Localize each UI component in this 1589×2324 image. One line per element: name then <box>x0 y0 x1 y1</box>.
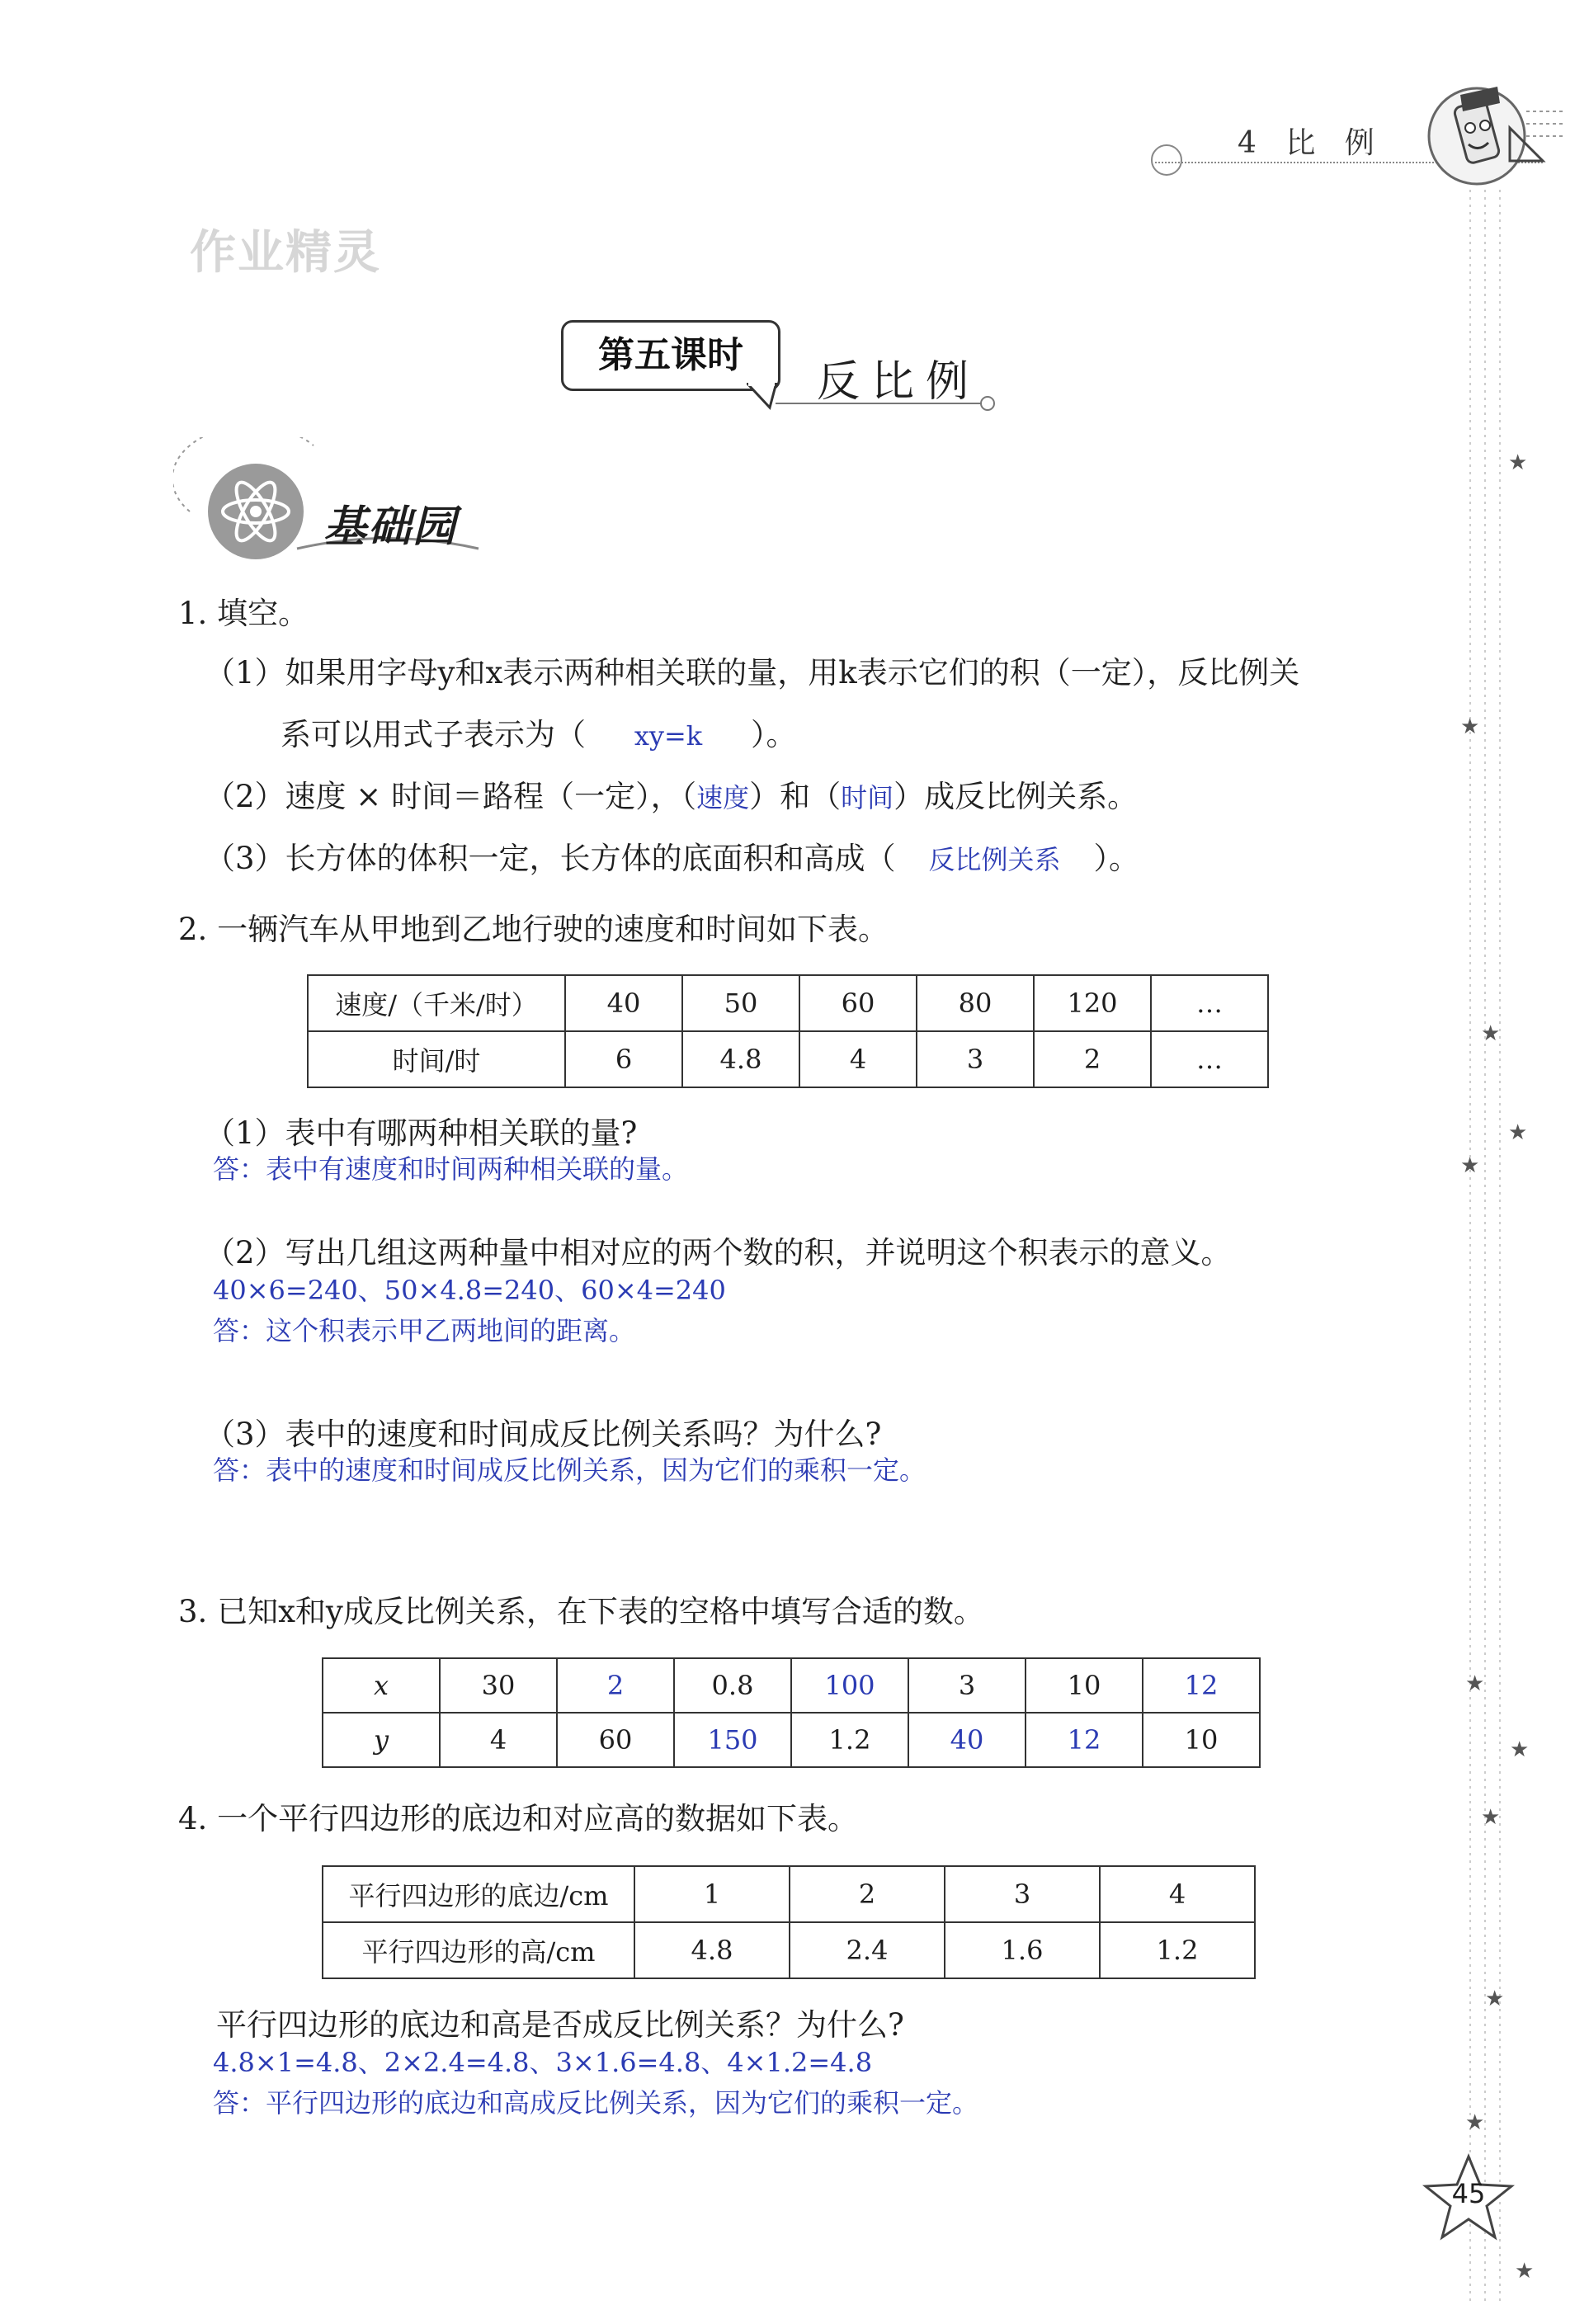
q1-part2-suffix: ）成反比例关系。 <box>894 779 1139 814</box>
section-label: 基础园 <box>323 502 458 552</box>
table-cell: 12 <box>1026 1713 1143 1767</box>
table-cell: 2.4 <box>790 1922 945 1978</box>
header-swirl-icon <box>1151 144 1182 176</box>
q4-answer-calc: 4.8×1=4.8、2×2.4=4.8、3×1.6=4.8、4×1.2=4.8 <box>213 2047 873 2078</box>
table-cell: 1.6 <box>945 1922 1100 1978</box>
q4-question: 平行四边形的底边和高是否成反比例关系？为什么? <box>216 2007 904 2043</box>
watermark: 作业精灵 <box>190 226 381 280</box>
margin-decoration <box>1452 190 1551 2302</box>
table-cell: 10 <box>1026 1658 1143 1713</box>
table-cell: 6 <box>565 1031 682 1087</box>
xy-table <box>322 1657 1261 1768</box>
table-cell: 2 <box>1034 1031 1151 1087</box>
table-cell: 3 <box>917 1031 1034 1087</box>
table-header-cell: 平行四边形的高/cm <box>323 1922 634 1978</box>
table-cell: 80 <box>917 975 1034 1031</box>
star-icon: ★ <box>1485 1987 1505 2011</box>
table-cell: 12 <box>1143 1658 1260 1713</box>
table-header-cell: 时间/时 <box>308 1031 565 1087</box>
table-cell: 2 <box>790 1866 945 1922</box>
q2-sub2-question: （2）写出几组这两种量中相对应的两个数的积，并说明这个积表示的意义。 <box>205 1235 1232 1270</box>
table-cell: 40 <box>565 975 682 1031</box>
table-row <box>323 1658 1260 1713</box>
table-cell: 1.2 <box>1100 1922 1255 1978</box>
table-cell: 150 <box>674 1713 791 1767</box>
table-cell: 50 <box>682 975 799 1031</box>
q2-sub3-question: （3）表中的速度和时间成反比例关系吗？为什么? <box>205 1417 882 1452</box>
title-end-dot <box>980 396 995 411</box>
q1-part1-line1: （1）如果用字母y和x表示两种相关联的量，用k表示它们的积（一定），反比例关 <box>205 655 1300 691</box>
q3-title: 3. 已知x和y成反比例关系，在下表的空格中填写合适的数。 <box>178 1594 984 1629</box>
table-row <box>308 1031 1268 1087</box>
q2-sub2-answer: 答：这个积表示甲乙两地间的距离。 <box>213 1315 636 1346</box>
table-cell: 4.8 <box>682 1031 799 1087</box>
table-cell: 1.2 <box>791 1713 908 1767</box>
q1-part3-answer: 反比例关系 <box>928 844 1061 875</box>
q1-title: 1. 填空。 <box>178 596 309 631</box>
q4-title: 4. 一个平行四边形的底边和对应高的数据如下表。 <box>178 1801 859 1836</box>
q4-answer: 答：平行四边形的底边和高成反比例关系，因为它们的乘积一定。 <box>213 2087 979 2119</box>
q1-part1-prefix: 系可以用式子表示为（ <box>281 717 586 752</box>
star-icon: ★ <box>1508 1120 1528 1145</box>
lesson-badge-text: 第五课时 <box>598 334 743 376</box>
table-cell: 2 <box>557 1658 674 1713</box>
star-icon: ★ <box>1481 1021 1501 1046</box>
table-cell: 3 <box>908 1658 1026 1713</box>
q1-part3-suffix: ）。 <box>1093 841 1140 876</box>
q1-part2-answer1: 速度 <box>696 782 750 813</box>
table-cell: 100 <box>791 1658 908 1713</box>
table-cell: 4 <box>799 1031 917 1087</box>
table-header-cell: y <box>323 1713 440 1767</box>
star-icon: ★ <box>1481 1805 1501 1830</box>
q2-sub1-answer: 答：表中有速度和时间两种相关联的量。 <box>213 1153 689 1185</box>
table-cell: 60 <box>799 975 917 1031</box>
title-underline <box>776 403 982 404</box>
table-row <box>323 1922 1255 1978</box>
table-cell: 4 <box>440 1713 557 1767</box>
table-cell: 40 <box>908 1713 1026 1767</box>
table-cell: … <box>1151 1031 1268 1087</box>
table-cell: 60 <box>557 1713 674 1767</box>
table-cell: 1 <box>634 1866 790 1922</box>
table-cell: 4.8 <box>634 1922 790 1978</box>
star-icon: ★ <box>1510 1737 1530 1762</box>
table-header-cell: 速度/（千米/时） <box>308 975 565 1031</box>
table-row <box>323 1866 1255 1922</box>
table-header-cell: x <box>323 1658 440 1713</box>
table-header-cell: 平行四边形的底边/cm <box>323 1866 634 1922</box>
table-cell: 0.8 <box>674 1658 791 1713</box>
parallelogram-table <box>322 1865 1256 1979</box>
table-row <box>308 975 1268 1031</box>
star-icon: ★ <box>1515 2259 1535 2284</box>
star-icon: ★ <box>1460 714 1480 739</box>
q2-sub2-answer-calc: 40×6=240、50×4.8=240、60×4=240 <box>213 1275 726 1306</box>
q2-sub1-question: （1）表中有哪两种相关联的量? <box>205 1115 638 1151</box>
table-cell: 30 <box>440 1658 557 1713</box>
table-cell: 120 <box>1034 975 1151 1031</box>
lesson-badge <box>561 320 780 391</box>
chapter-label: 4 比 例 <box>1238 126 1384 160</box>
page-number: 45 <box>1451 2178 1486 2209</box>
speech-tail <box>747 383 780 411</box>
q1-part3 <box>205 843 1139 874</box>
table-cell: … <box>1151 975 1268 1031</box>
q2-title: 2. 一辆汽车从甲地到乙地行驶的速度和时间如下表。 <box>178 912 889 947</box>
q1-part1-line2 <box>281 719 797 750</box>
q1-part2-mid: ）和（ <box>749 779 842 814</box>
q1-part2-answer2: 时间 <box>841 782 894 813</box>
q2-sub3-answer: 答：表中的速度和时间成反比例关系，因为它们的乘积一定。 <box>213 1454 927 1486</box>
q1-part3-prefix: （3）长方体的体积一定，长方体的底面积和高成（ <box>205 841 896 876</box>
q1-part1-suffix: ）。 <box>751 717 797 752</box>
table-cell: 10 <box>1143 1713 1260 1767</box>
star-icon: ★ <box>1465 2110 1485 2135</box>
q1-part1-answer: xy=k <box>634 720 703 752</box>
pencil-mascot-icon <box>1419 78 1568 194</box>
star-icon: ★ <box>1460 1153 1480 1178</box>
star-icon: ★ <box>1508 450 1528 475</box>
lesson-title: 反比例 <box>817 357 981 407</box>
star-icon: ★ <box>1465 1671 1485 1696</box>
table-cell: 3 <box>945 1866 1100 1922</box>
q1-part2 <box>205 781 1138 812</box>
table-cell: 4 <box>1100 1866 1255 1922</box>
speed-time-table <box>307 974 1269 1088</box>
table-row <box>323 1713 1260 1767</box>
q1-part2-prefix: （2）速度 × 时间＝路程（一定），（ <box>205 779 697 814</box>
